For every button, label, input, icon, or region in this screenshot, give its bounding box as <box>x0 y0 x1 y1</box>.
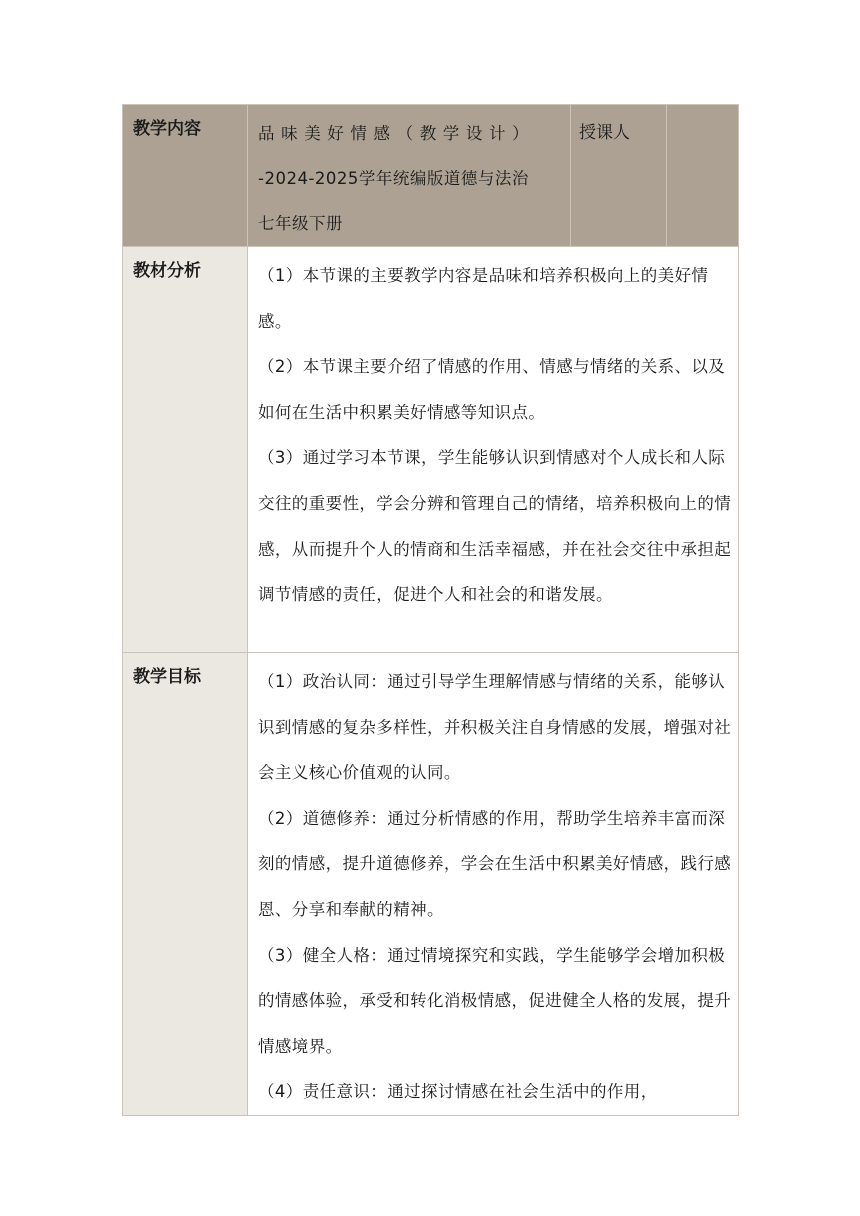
analysis-label: 教材分析 <box>133 261 201 281</box>
objectives-paragraph-3: （3）健全人格：通过情境探究和实践，学生能够学会增加积极的情感体验，承受和转化消极情感，促进健全人格的发展，提升情感境界。 <box>258 945 732 1056</box>
lesson-plan-table <box>122 104 739 1116</box>
objectives-row <box>123 653 739 1116</box>
objectives-paragraph-1: （1）政治认同：通过引导学生理解情感与情绪的关系，能够认识到情感的复杂多样性，并积极关注自身情感的发展，增强对社会主义核心价值观的认同。 <box>258 672 732 783</box>
title-line-1: 品味美好情感（教学设计） <box>258 124 536 143</box>
title-line-3: 七年级下册 <box>258 214 343 233</box>
objectives-content <box>248 653 738 1115</box>
objectives-paragraph-2: （2）道德修养：通过分析情感的作用，帮助学生培养丰富而深刻的情感，提升道德修养，学会在生活中积累美好情感，践行感恩、分享和奉献的精神。 <box>258 808 732 919</box>
teacher-value-cell <box>667 105 739 247</box>
analysis-paragraph-1: （1）本节课的主要教学内容是品味和培养积极向上的美好情感。 <box>258 266 709 331</box>
analysis-content-cell <box>248 247 739 653</box>
teacher-label: 授课人 <box>579 123 630 143</box>
analysis-paragraph-3: （3）通过学习本节课，学生能够认识到情感对个人成长和人际交往的重要性，学会分辨和管理自己的情绪，培养积极向上的情感，从而提升个人的情商和生活幸福感，并在社会交往中承担起调节情感的责任，促进个人和社会的和谐发展。 <box>258 448 732 605</box>
objectives-paragraph-4: （4）责任意识：通过探讨情感在社会生活中的作用， <box>258 1082 658 1102</box>
analysis-label-cell <box>123 247 248 653</box>
teacher-value <box>667 105 738 111</box>
analysis-row <box>123 247 739 653</box>
content-label: 教学内容 <box>133 119 201 139</box>
objectives-label: 教学目标 <box>133 667 201 687</box>
content-label-cell <box>123 105 248 247</box>
title-line-2: -2024-2025学年统编版道德与法治 <box>258 169 529 188</box>
lesson-title <box>248 105 570 246</box>
analysis-paragraph-2: （2）本节课主要介绍了情感的作用、情感与情绪的关系、以及如何在生活中积累美好情感等知识点。 <box>258 357 726 422</box>
teacher-label-cell <box>571 105 667 247</box>
title-cell <box>248 105 571 247</box>
objectives-content-cell <box>248 653 739 1116</box>
header-row <box>123 105 739 247</box>
objectives-label-cell <box>123 653 248 1116</box>
analysis-content <box>248 247 738 618</box>
